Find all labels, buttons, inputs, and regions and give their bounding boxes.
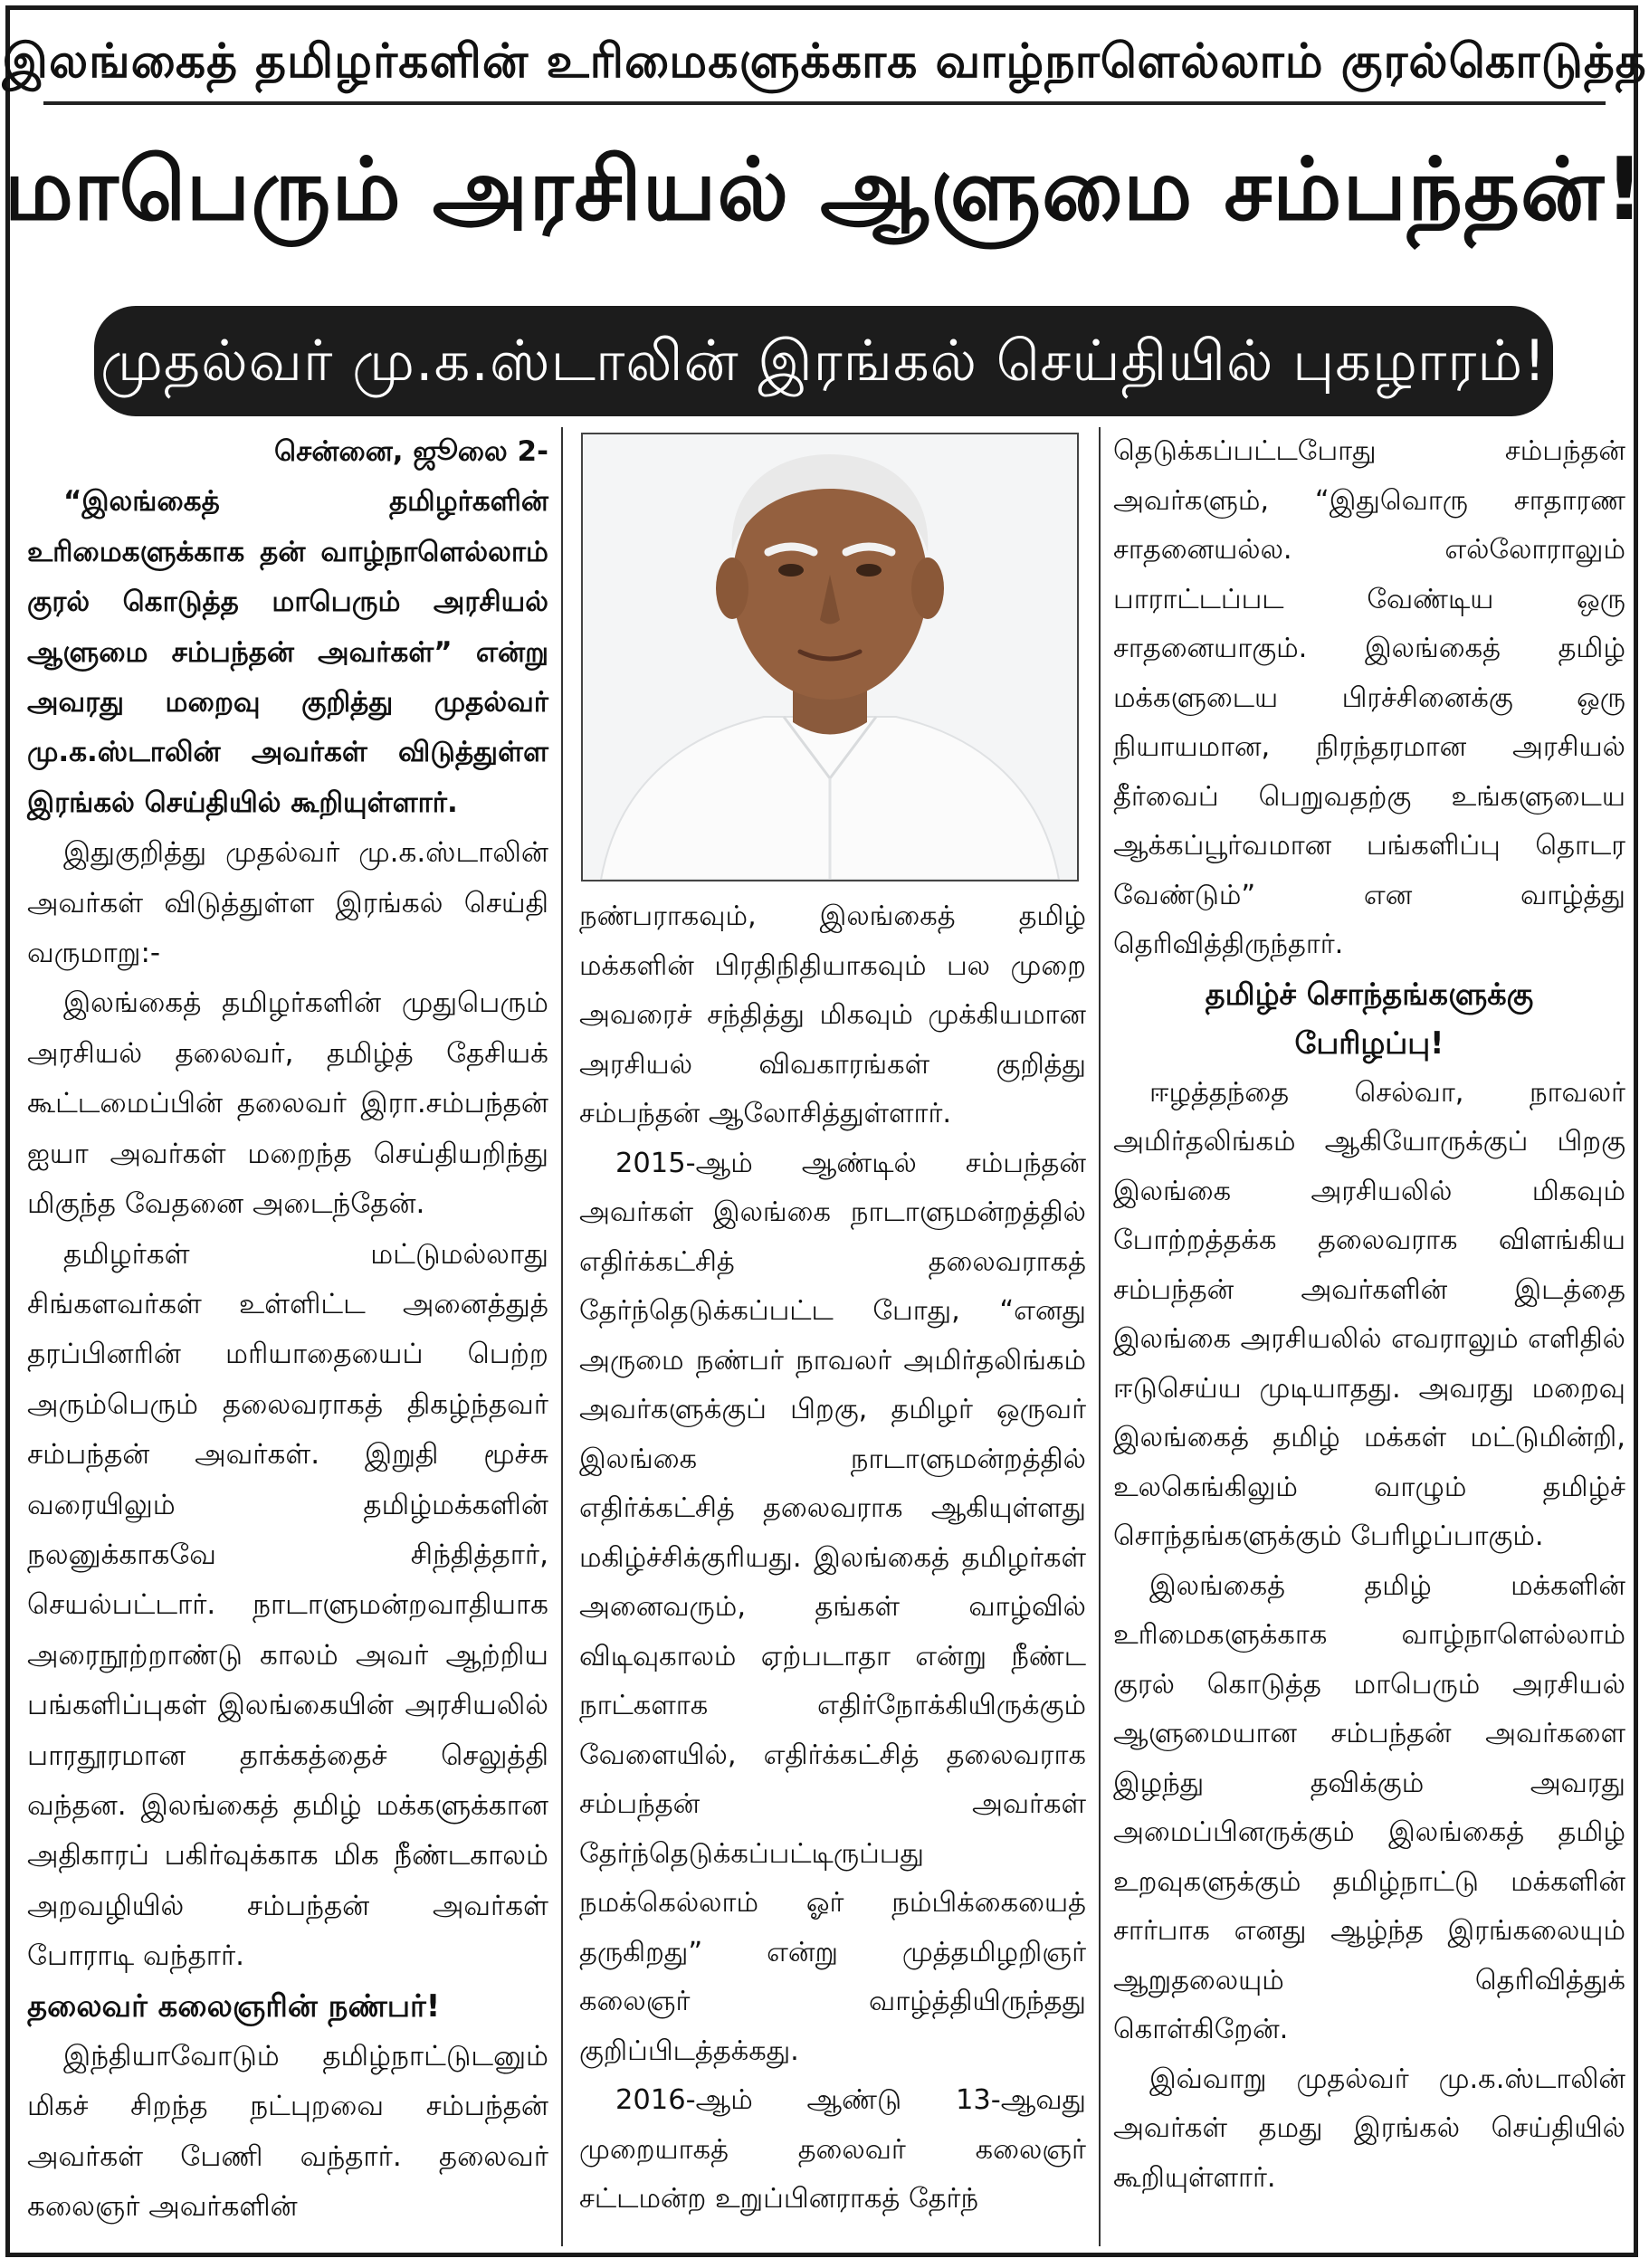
dateline: சென்னை, ஜூலை 2-: [274, 435, 548, 468]
paragraph: தமிழர்கள் மட்டுமல்லாது சிங்களவர்கள் உள்ளிட்ட அனைத்துத் தரப்பினரின் மரியாதையைப் பெற்ற அரும்பெரும் தலைவராகத் திகழ்ந்தவர் சம்பந்தன் அவர்கள். இறுதி மூச்சு வரையிலும் தமிழ்மக்களின் நலனுக்காகவே சிந்தித்தார், செயல்பட்டார். நாடாளுமன்றவாதியாக அரைநூற்றாண்டு காலம் அவர் ஆற்றிய பங்களிப்புகள் இலங்கையின் அரசியலில் பாரதூரமான தாக்கத்தைச் செலுத்தி வந்தன. இலங்கைத் தமிழ் மக்களுக்கான அதிகாரப் பகிர்வுக்காக மிக நீண்டகாலம் அறவழியில் சம்பந்தன் அவர்கள் போராடி வந்தார்.: [27, 1237, 548, 1973]
headline: மாபெரும் அரசியல் ஆளுமை சம்பந்தன்!: [4, 140, 1645, 240]
article-column-1: [27, 427, 548, 2233]
article-column-3: [1113, 427, 1625, 2203]
paragraph: 2016-ஆம் ஆண்டு 13-ஆவது முறையாகத் தலைவர் கலைஞர் சட்டமன்ற உறுப்பினராகத் தேர்ந்: [579, 2084, 1086, 2215]
paragraph: இலங்கைத் தமிழ் மக்களின் உரிமைகளுக்காக வாழ்நாளெல்லாம் குரல் கொடுத்த மாபெரும் அரசியல் ஆளுமையான சம்பந்தன் அவர்களை இழந்து தவிக்கும் அவரது அமைப்பினருக்கும் இலங்கைத் தமிழ் உறவுகளுக்கும் தமிழ்நாட்டு மக்களின் சார்பாக எனது ஆழ்ந்த இரங்கலையும் ஆறுதலையும் தெரிவித்துக் கொள்கிறேன்.: [1113, 1569, 1625, 2045]
kicker-underline: [43, 101, 1606, 105]
paragraph: 2015-ஆம் ஆண்டில் சம்பந்தன் அவர்கள் இலங்கை நாடாளுமன்றத்தில் எதிர்க்கட்சித் தலைவராகத் தேர்ந்தெடுக்கப்பட்ட போது, “எனது அருமை நண்பர் நாவலர் அமிர்தலிங்கம் அவர்களுக்குப் பிறகு, தமிழர் ஒருவர் இலங்கை நாடாளுமன்றத்தில் எதிர்க்கட்சித் தலைவராக ஆகியுள்ளது மகிழ்ச்சிக்குரியது. இலங்கைத் தமிழர்கள் அனைவரும், தங்கள் வாழ்வில் விடிவுகாலம் ஏற்படாதா என்று நீண்ட நாட்களாக எதிர்நோக்கியிருக்கும் வேளையில், எதிர்க்கட்சித் தலைவராக சம்பந்தன் அவர்கள் தேர்ந்தெடுக்கப்பட்டிருப்பது நமக்கெல்லாம் ஓர் நம்பிக்கையைத் தருகிறது” என்று முத்தமிழறிஞர் கலைஞர் வாழ்த்தியிருந்தது குறிப்பிடத்தக்கது.: [579, 1147, 1086, 2067]
column-divider-right: [1099, 427, 1101, 2246]
section-heading: [1113, 970, 1625, 1069]
kicker-line: இலங்கைத் தமிழர்களின் உரிமைகளுக்காக வாழ்நாளெல்லாம் குரல்கொடுத்த: [2, 34, 1647, 89]
paragraph: இலங்கைத் தமிழர்களின் முதுபெரும் அரசியல் தலைவர், தமிழ்த் தேசியக் கூட்டமைப்பின் தலைவர் இரா.சம்பந்தன் ஐயா அவர்கள் மறைந்த செய்தியறிந்து மிகுந்த வேதனை அடைந்தேன்.: [27, 986, 548, 1221]
paragraph: இதுகுறித்து முதல்வர் மு.க.ஸ்டாலின் அவர்கள் விடுத்துள்ள இரங்கல் செய்தி வருமாறு:-: [27, 836, 548, 970]
section-heading-line1: தமிழ்ச் சொந்தங்களுக்கு: [1205, 976, 1534, 1012]
section-heading-line2: பேரிழப்பு!: [1294, 1025, 1444, 1061]
subheadline-banner: முதல்வர் மு.க.ஸ்டாலின் இரங்கல் செய்தியில் புகழாரம்!: [94, 306, 1553, 416]
lead-paragraph: “இலங்கைத் தமிழர்களின் உரிமைகளுக்காக தன் வாழ்நாளெல்லாம் குரல் கொடுத்த மாபெரும் அரசியல் ஆளுமை சம்பந்தன் அவர்கள்” என்று அவரது மறைவு குறித்து முதல்வர் மு.க.ஸ்டாலின் அவர்கள் விடுத்துள்ள இரங்கல் செய்தியில் கூறியுள்ளார்.: [27, 485, 548, 819]
closing-paragraph: இவ்வாறு முதல்வர் மு.க.ஸ்டாலின் அவர்கள் தமது இரங்கல் செய்தியில் கூறியுள்ளார்.: [1113, 2063, 1625, 2194]
paragraph: நண்பராகவும், இலங்கைத் தமிழ் மக்களின் பிரதிநிதியாகவும் பல முறை அவரைச் சந்தித்து மிகவும் முக்கியமான அரசியல் விவகாரங்கள் குறித்து சம்பந்தன் ஆலோசித்துள்ளார்.: [579, 901, 1086, 1129]
portrait-illustration: [583, 434, 1077, 880]
paragraph: தெடுக்கப்பட்டபோது சம்பந்தன் அவர்களும், “இதுவொரு சாதாரண சாதனையல்ல. எல்லோராலும் பாராட்டப்பட வேண்டிய ஒரு சாதனையாகும். இலங்கைத் தமிழ் மக்களுடைய பிரச்சினைக்கு ஒரு நியாயமான, நிரந்தரமான அரசியல் தீர்வைப் பெறுவதற்கு உங்களுடைய ஆக்கப்பூர்வமான பங்களிப்பு தொடர வேண்டும்” என வாழ்த்து தெரிவித்திருந்தார்.: [1113, 435, 1625, 960]
portrait-photo: [581, 433, 1079, 881]
section-heading: தலைவர் கலைஞரின் நண்பர்!: [27, 1987, 441, 2025]
column-divider-left: [561, 427, 563, 2246]
paragraph: இந்தியாவோடும் தமிழ்நாட்டுடனும் மிகச் சிறந்த நட்புறவை சம்பந்தன் அவர்கள் பேணி வந்தார். தலைவர் கலைஞர் அவர்களின்: [27, 2040, 548, 2224]
article-column-2: [579, 892, 1086, 2225]
paragraph: ஈழத்தந்தை செல்வா, நாவலர் அமிர்தலிங்கம் ஆகியோருக்குப் பிறகு இலங்கை அரசியலில் மிகவும் போற்றத்தக்க தலைவராக விளங்கிய சம்பந்தன் அவர்களின் இடத்தை இலங்கை அரசியலில் எவராலும் எளிதில் ஈடுசெய்ய முடியாதது. அவரது மறைவு இலங்கைத் தமிழ் மக்கள் மட்டுமின்றி, உலகெங்கிலும் வாழும் தமிழ்ச் சொந்தங்களுக்கும் பேரிழப்பாகும்.: [1113, 1076, 1625, 1552]
